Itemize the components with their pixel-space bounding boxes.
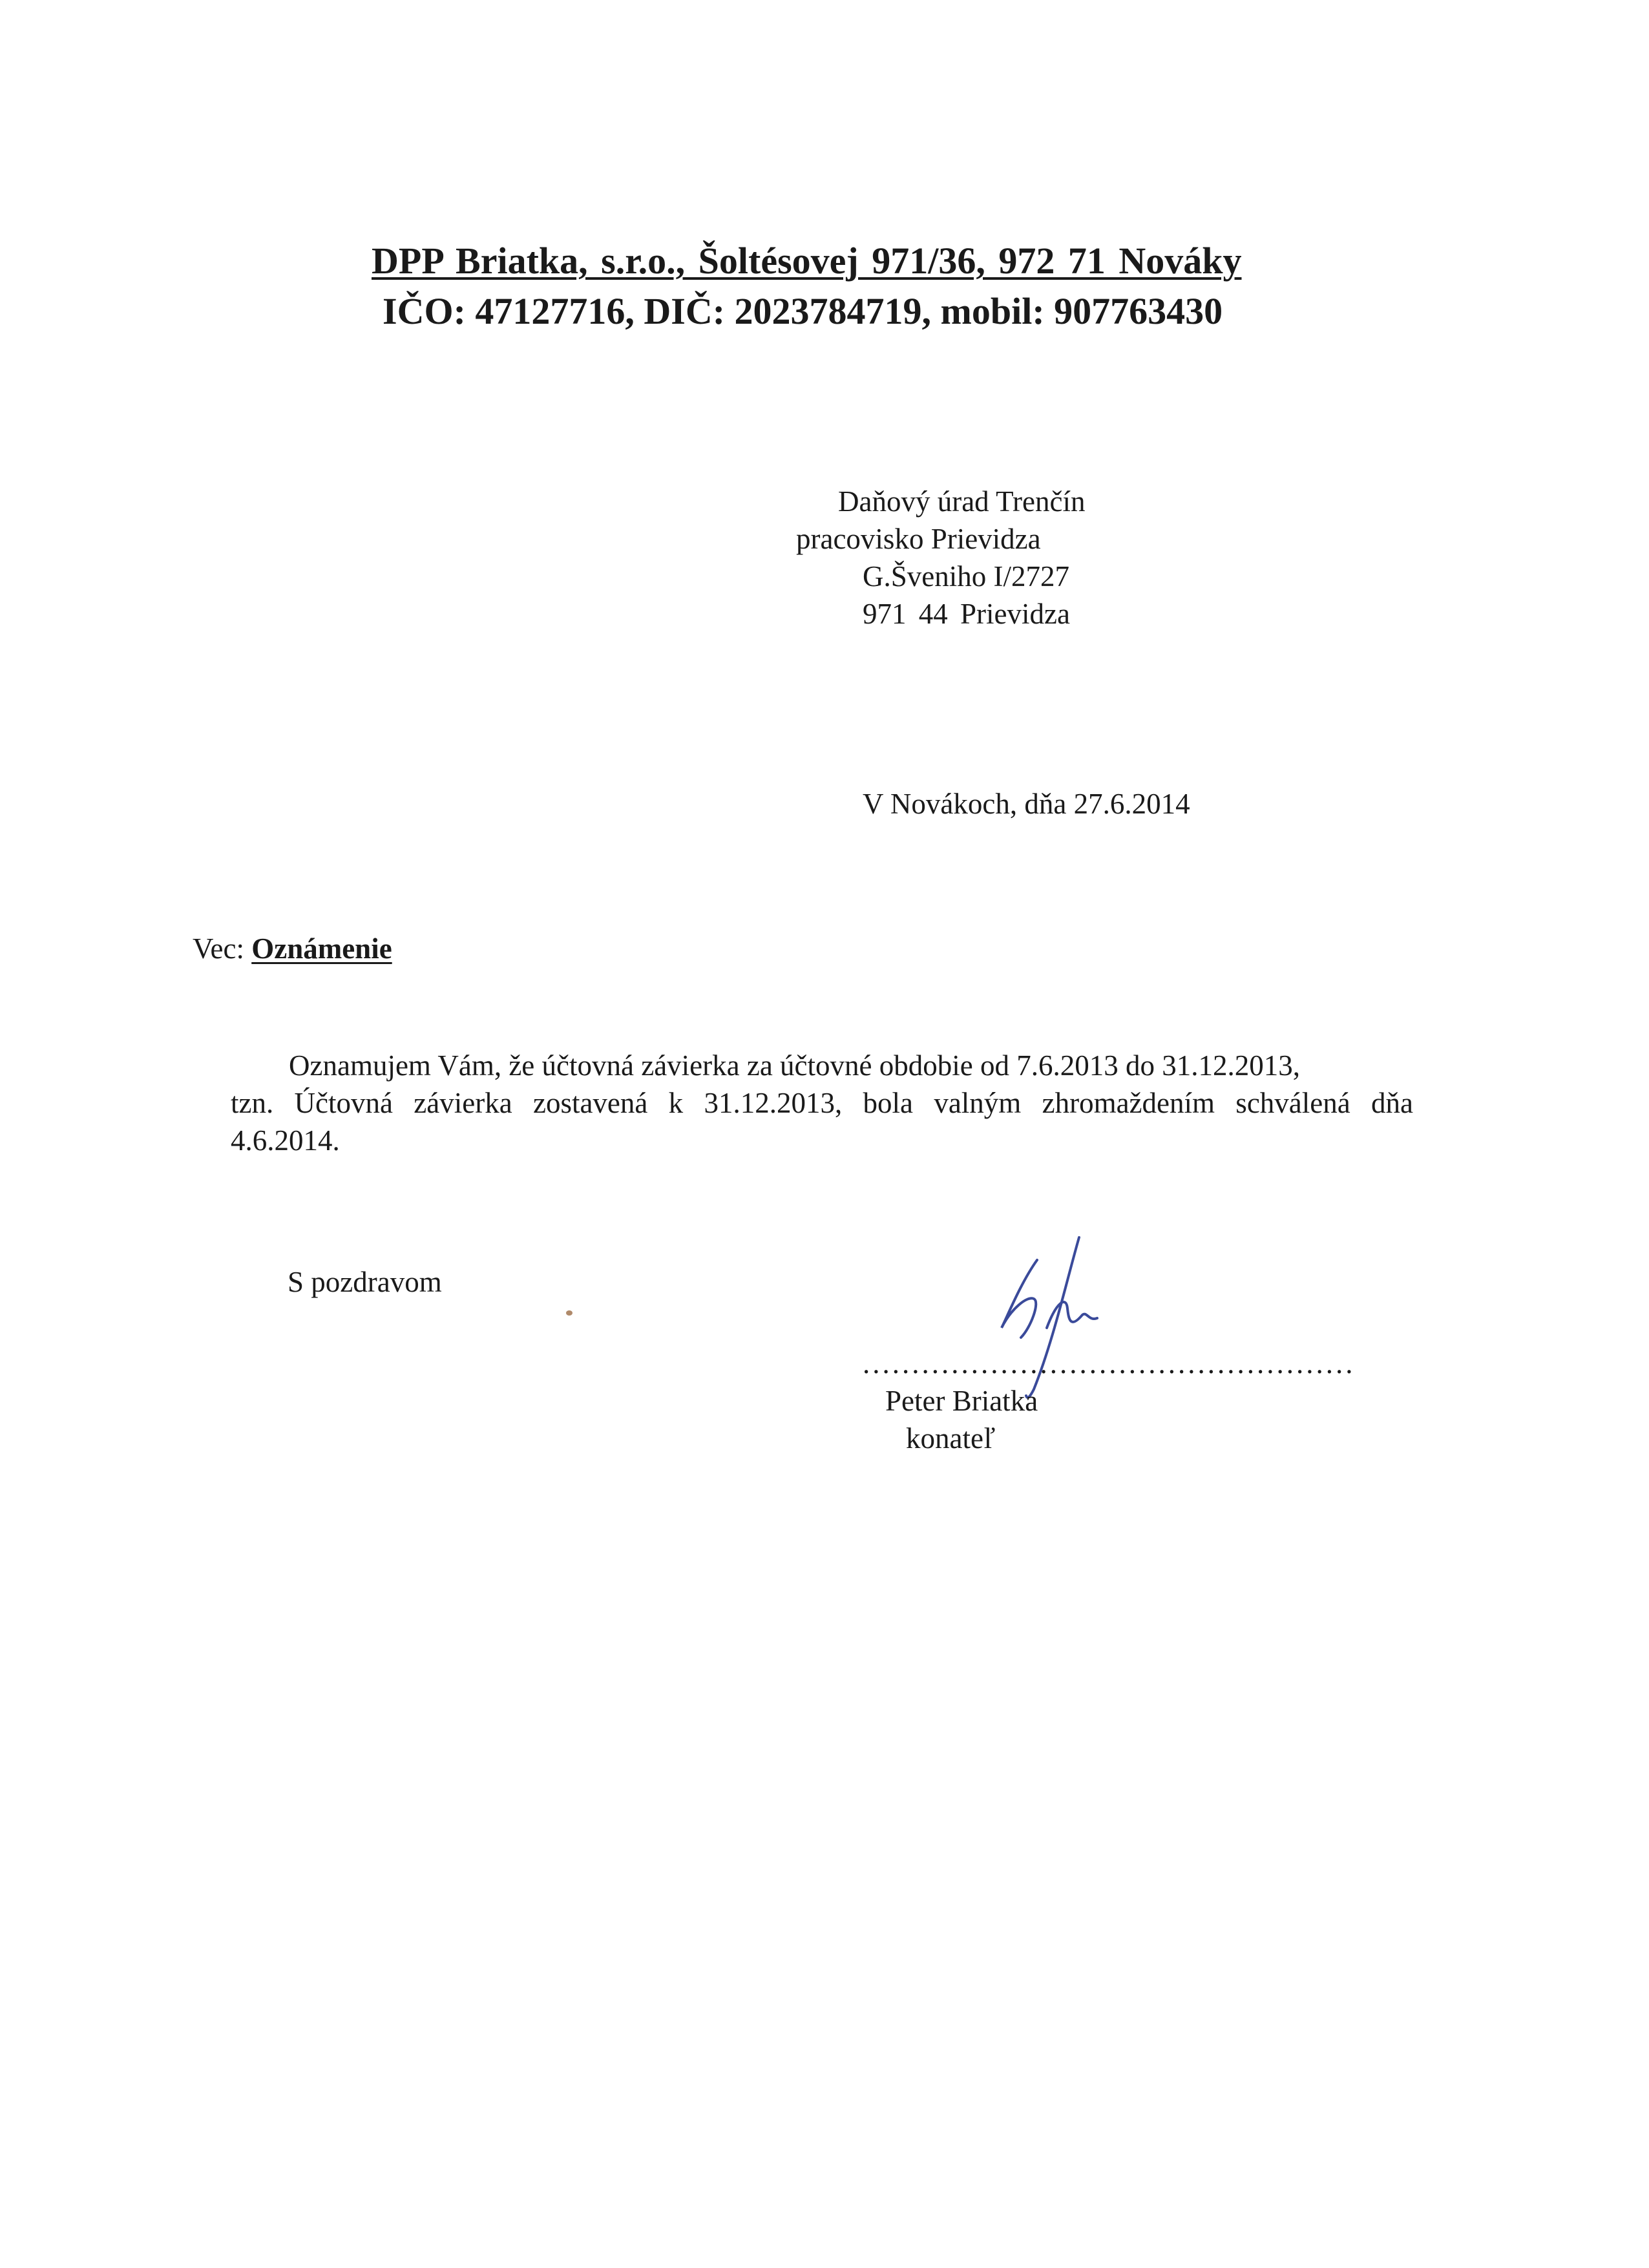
body-line: tzn. Účtovná závierka zostavená k 31.12.2013, bola valným zhromaždením schválená dňa bbox=[231, 1087, 1413, 1119]
recipient-street: G.Šveniho I/2727 bbox=[863, 560, 1069, 593]
recipient-branch: pracovisko Prievidza bbox=[796, 523, 1041, 555]
recipient-city: 971 44 Prievidza bbox=[863, 598, 1070, 630]
company-ids-line: IČO: 47127716, DIČ: 2023784719, mobil: 907763430 bbox=[383, 290, 1223, 332]
body-line: 4.6.2014. bbox=[231, 1124, 340, 1157]
recipient-office: Daňový úrad Trenčín bbox=[838, 485, 1086, 518]
handwritten-signature bbox=[982, 1231, 1150, 1405]
signature-dotted-line: .................................................. bbox=[863, 1347, 1356, 1380]
company-header-line: DPP Briatka, s.r.o., Šoltésovej 971/36, 972 71 Nováky bbox=[372, 240, 1242, 282]
subject-line bbox=[193, 932, 392, 965]
subject-value: Oznámenie bbox=[251, 932, 392, 965]
place-date: V Novákoch, dňa 27.6.2014 bbox=[863, 788, 1190, 820]
subject-label: Vec: bbox=[193, 932, 252, 965]
closing-greeting: S pozdravom bbox=[288, 1266, 442, 1298]
body-line: Oznamujem Vám, že účtovná závierka za účtovné obdobie od 7.6.2013 do 31.12.2013, bbox=[289, 1049, 1300, 1082]
signer-name: Peter Briatka bbox=[885, 1385, 1038, 1417]
signer-role: konateľ bbox=[906, 1422, 996, 1454]
scan-speck bbox=[566, 1310, 572, 1316]
